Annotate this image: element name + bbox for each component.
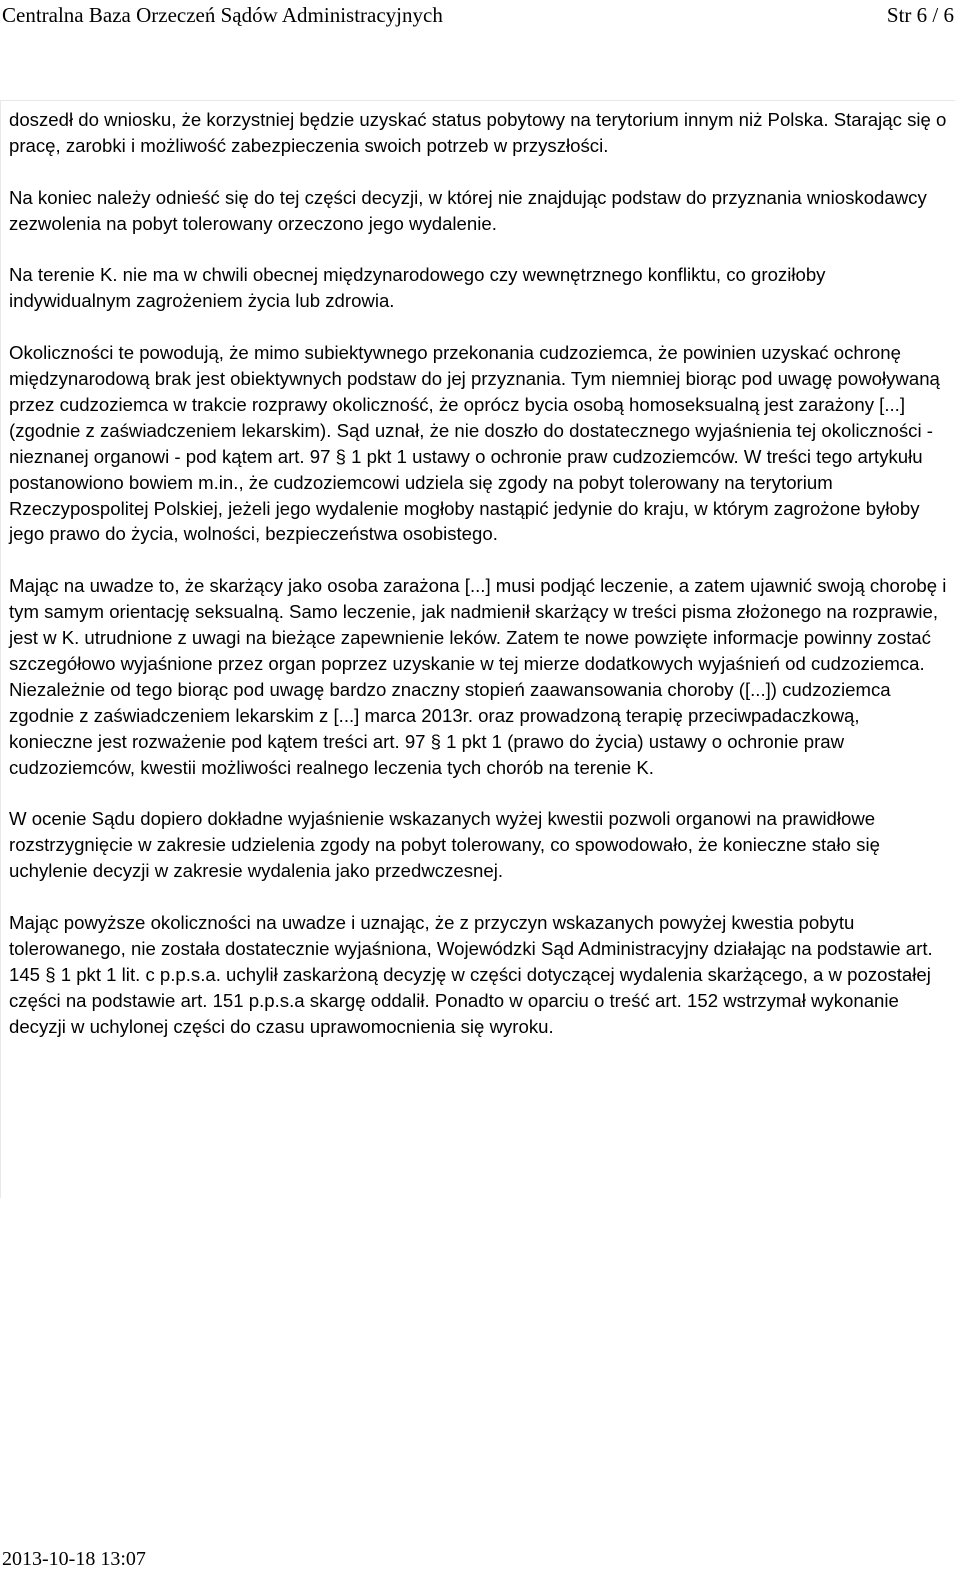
paragraph-circumstances: Okoliczności te powodują, że mimo subiektywnego przekonania cudzoziemca, że powinien uzyskać ochronę międzynarodową brak jest obiektywnych podstaw do jej przyznania. Tym niemniej biorąc pod uwagę powoływaną przez cudzoziemca w trakcie rozprawy okoliczność, że oprócz bycia osobą homoseksualną jest zarażony [...] (zgodnie z zaświadczeniem lekarskim). Sąd uznał, że nie doszło do dostatecznego wyjaśnienia tej okoliczności - nieznanej organowi - pod kątem art. 97 § 1 pkt 1 ustawy o ochronie praw cudzoziemców. W treści tego artykułu postanowiono bowiem m.in., że cudzoziemcowi udziela się zgody na pobyt tolerowany na terytorium Rzeczypospolitej Polskiej, jeżeli jego wydalenie mogłoby nastąpić jedynie do kraju, w którym zagrożone byłoby jego prawo do życia, wolności, bezpieczeństwa osobistego.	[9, 342, 940, 545]
judgment-text	[0, 100, 955, 1198]
print-timestamp: 2013-10-18 13:07	[2, 1548, 146, 1570]
page-footer	[2, 1547, 146, 1571]
site-title: Centralna Baza Orzeczeń Sądów Administracyjnych	[2, 3, 443, 27]
page-number: Str 6 / 6	[886, 3, 954, 27]
paragraph-no-conflict: Na terenie K. nie ma w chwili obecnej międzynarodowego czy wewnętrznego konfliktu, co groziłoby indywidualnym zagrożeniem życia lub zdrowia.	[9, 264, 826, 312]
paragraph-expulsion: Na koniec należy odnieść się do tej części decyzji, w której nie znajdując podstaw do przyznania wnioskodawcy zezwolenia na pobyt tolerowany orzeczono jego wydalenie.	[9, 186, 927, 234]
paragraph-ruling: Mając powyższe okoliczności na uwadze i uznając, że z przyczyn wskazanych powyżej kwestia pobytu tolerowanego, nie została dostatecznie wyjaśniona, Wojewódzki Sąd Administracyjny działając na podstawie art. 145 § 1 pkt 1 lit. c p.p.s.a. uchylił zaskarżoną decyzję w części dotyczącej wydalenia skarżącego, a w pozostałej części na podstawie art. 151 p.p.s.a skargę oddalił. Ponadto w oparciu o treść art. 152 wstrzymał wykonanie decyzji w uchylonej części do czasu uprawomocnienia się wyroku.	[9, 912, 933, 1037]
page-header	[0, 0, 960, 36]
paragraph-treatment: Mając na uwadze to, że skarżący jako osoba zarażona [...] musi podjąć leczenie, a zatem ujawnić swoją chorobę i tym samym orientację seksualną. Samo leczenie, jak nadmienił skarżący w treści pisma złożonego na rozprawie, jest w K. utrudnione z uwagi na bieżące zapewnienie leków. Zatem te nowe powzięte informacje powinny zostać szczegółowo wyjaśnione przez organ poprzez uzyskanie w tej mierze dodatkowych wyjaśnień od cudzoziemca. Niezależnie od tego biorąc pod uwagę bardzo znaczny stopień zaawansowania choroby ([...]) cudzoziemca zgodnie z zaświadczeniem lekarskim z [...] marca 2013r. oraz prowadzoną terapię przeciwpadaczkową, konieczne jest rozważenie pod kątem treści art. 97 § 1 pkt 1 (prawo do życia) ustawy o ochronie praw cudzoziemców, kwestii możliwości realnego leczenia tych chorób na terenie K.	[9, 575, 947, 778]
paragraph-court-assessment: W ocenie Sądu dopiero dokładne wyjaśnienie wskazanych wyżej kwestii pozwoli organowi na prawidłowe rozstrzygnięcie w zakresie udzielenia zgody na pobyt tolerowany, co spowodowało, że konieczne stało się uchylenie decyzji w zakresie wydalenia jako przedwczesnej.	[9, 808, 880, 882]
paragraph-continuation: doszedł do wniosku, że korzystniej będzie uzyskać status pobytowy na terytorium innym niż Polska. Starając się o pracę, zarobki i możliwość zabezpieczenia swoich potrzeb w przyszłości.	[9, 109, 947, 156]
